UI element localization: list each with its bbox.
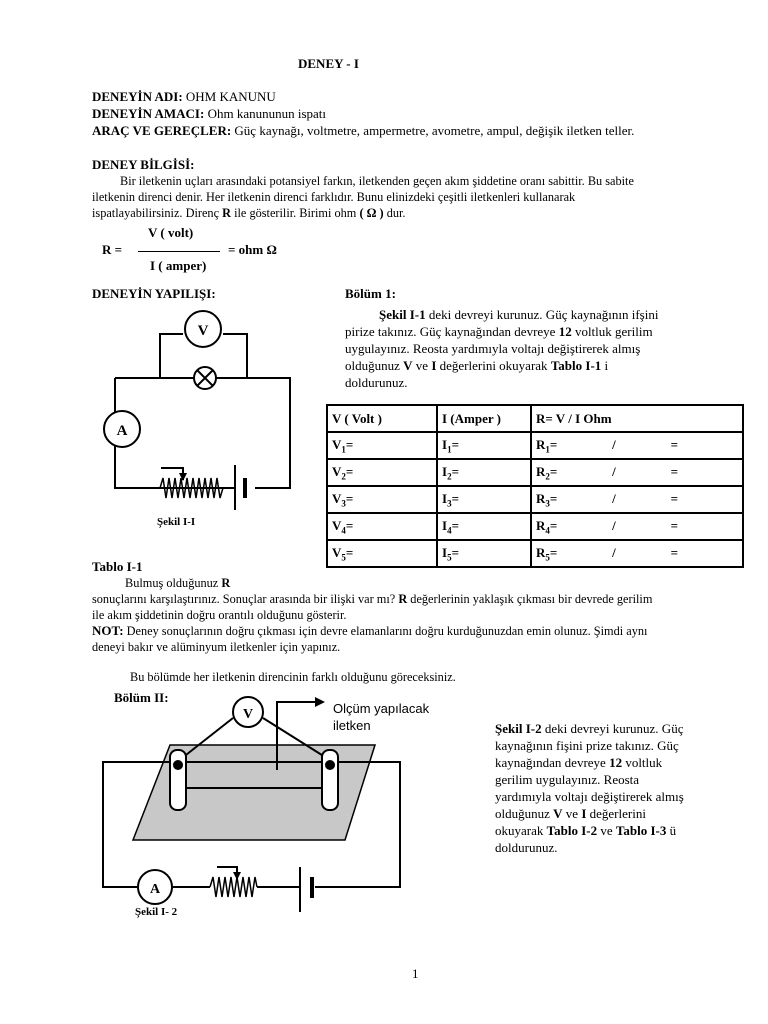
experiment-purpose: DENEYİN AMACI: Ohm kanununun ispatı [92, 106, 326, 121]
table-cell: $R_4=$ / = [531, 513, 743, 540]
part2-heading: Bölüm II: [114, 690, 169, 705]
table-cell: $R_5=$ / = [531, 540, 743, 567]
circuit-diagram-1 [95, 310, 305, 540]
part1-heading: Bölüm 1: [345, 286, 396, 301]
table-cell: $V_2=$ [327, 459, 437, 486]
voltmeter-label: V [242, 707, 254, 722]
info-line-2: iletkenin direnci denir. Her iletkenin direnci farklıdır. Bunu elinizdeki çeşitli iletkenleri kullanarak [92, 190, 576, 204]
procedure-heading: DENEYİN YAPILIŞI: [92, 286, 216, 301]
results-line-2: sonuçlarını karşılaştırınız. Sonuçlar arasında bir ilişki var mı? R değerlerinin yaklaşık çıkması bir devrede gerilim [92, 592, 653, 606]
figure2-caption: Şekil I- 2 [135, 906, 178, 918]
figure1-caption: Şekil I-I [157, 516, 196, 528]
table-row [327, 459, 743, 486]
info-line-1: Bir iletkenin uçları arasındaki potansiyel farkın, iletkenden geçen akım şiddetine oranı sabittir. Bu sabite [120, 174, 634, 188]
table-cell: $V_5=$ [327, 540, 437, 567]
note-line-2: deneyi bakır ve alüminyum iletkenler için yapınız. [92, 640, 341, 654]
ammeter-label: A [149, 882, 161, 897]
table-header-cell: I (Amper ) [437, 405, 531, 432]
table-header-row [327, 405, 743, 432]
table-row [327, 540, 743, 567]
page-title: DENEY - I [298, 56, 359, 71]
formula-lhs: R = [102, 242, 123, 257]
table-cell: $R_3=$ / = [531, 486, 743, 513]
conductor-label: Olçüm yapılacak iletken [333, 701, 430, 733]
part2-paragraph: Şekil I-2 deki devreyi kurunuz. Güç kaynağının fişini prize takınız. Güç kaynağından devreye 12 voltluk gerilim uygulayınız. Reosta yardımıyla voltajı değiştirerek almış olduğunuz V ve I değerlerini okuyarak Tablo I-2 ve Tablo I-3 ü doldurunuz. [495, 721, 684, 855]
table-cell: $I_3=$ [437, 486, 531, 513]
results-line-3: ile akım şiddetinin doğru orantılı olduğunu gösterir. [92, 608, 347, 622]
table-row [327, 513, 743, 540]
part2-intro: Bu bölümde her iletkenin direncinin farklı olduğunu göreceksiniz. [130, 670, 456, 684]
table-header-cell: V ( Volt ) [327, 405, 437, 432]
data-table-1 [326, 404, 744, 568]
info-line-3: ispatlayabilirsiniz. Direnç R ile gösterilir. Birimi ohm ( Ω ) dur. [92, 206, 406, 220]
table-cell: $I_5=$ [437, 540, 531, 567]
voltmeter-label: V [197, 323, 209, 339]
table-cell: $R_2=$ / = [531, 459, 743, 486]
formula-fraction-bar [138, 251, 220, 252]
formula-numerator: V ( volt) [148, 225, 194, 240]
table-cell: $V_3=$ [327, 486, 437, 513]
table-cell: $I_4=$ [437, 513, 531, 540]
table-caption: Tablo I-1 [92, 559, 143, 574]
table-row [327, 432, 743, 459]
table-cell: $I_2=$ [437, 459, 531, 486]
rheostat-icon [210, 877, 257, 897]
ammeter-label: A [116, 423, 128, 439]
table-cell: $V_4=$ [327, 513, 437, 540]
table-row [327, 486, 743, 513]
equipment-list: ARAÇ VE GEREÇLER: Güç kaynağı, voltmetre, ampermetre, avometre, ampul, değişik iletken teller. [92, 123, 635, 138]
experiment-name: DENEYİN ADI: OHM KANUNU [92, 89, 276, 104]
results-line-1: Bulmuş olduğunuz R [125, 576, 231, 590]
page-number: 1 [412, 966, 419, 981]
info-heading: DENEY BİLGİSİ: [92, 157, 195, 172]
table-header-cell: R= V / I Ohm [531, 405, 743, 432]
formula-rhs: = ohm Ω [228, 242, 277, 257]
part1-paragraph: Şekil I-1 deki devreyi kurunuz. Güç kaynağının ifşini pirize takınız. Güç kaynağından devreye 12 voltluk gerilim uygulayınız. Reosta yardımıyla voltajı değiştirerek almış olduğunuz V ve I değerlerini okuyarak Tablo I-1 i doldurunuz. [345, 307, 659, 390]
formula-denominator: I ( amper) [150, 258, 207, 273]
table-cell: $I_1=$ [437, 432, 531, 459]
table-cell: $V_1=$ [327, 432, 437, 459]
note-line-1: NOT: Deney sonuçlarının doğru çıkması için devre elamanlarını doğru kurduğunuzdan emin olunuz. Şimdi aynı [92, 623, 648, 638]
table-cell: $R_1=$ / = [531, 432, 743, 459]
